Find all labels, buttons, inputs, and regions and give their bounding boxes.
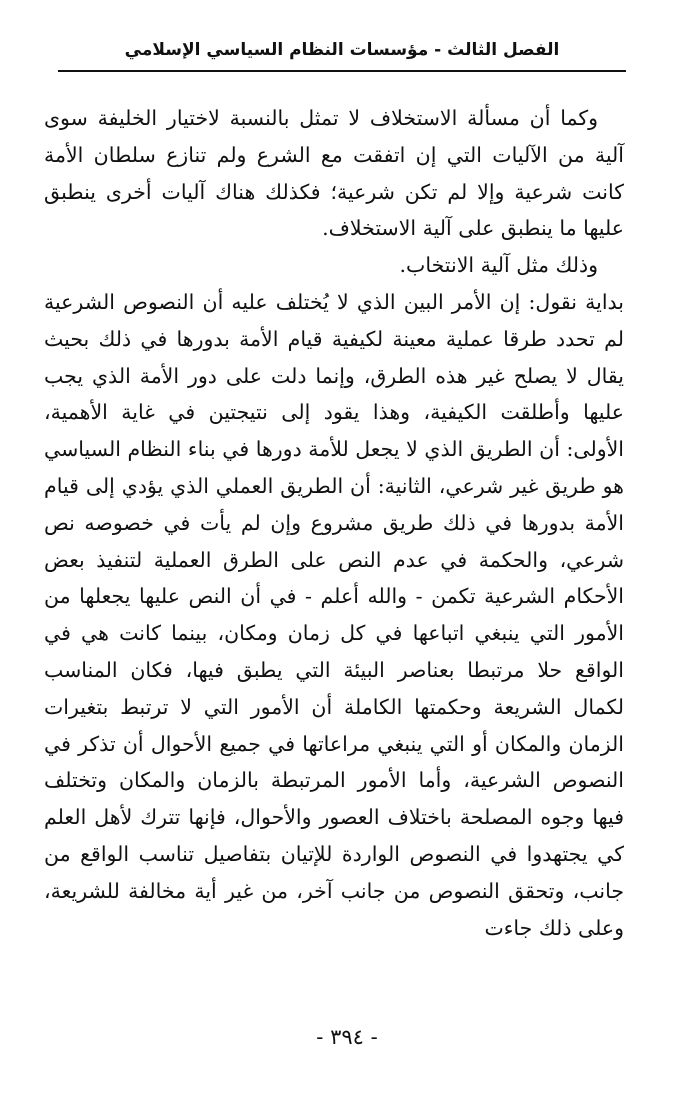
body-text [44,100,624,946]
running-header: الفصل الثالث - مؤسسات النظام السياسي الإسلامي [124,40,560,60]
header-divider [58,70,626,72]
page-number: - ٣٩٤ - [316,1025,378,1049]
paragraph: بداية نقول: إن الأمر البين الذي لا يُختلف عليه أن النصوص الشرعية لم تحدد طرقا عملية معينة لكيفية قيام الأمة بدورها في ذلك بحيث يقال لا يصلح غير هذه الطرق، وإنما دلت على دور الأمة الذي يجب عليها وأطلقت الكيفية، وهذا يقود إلى نتيجتين في غاية الأهمية، الأولى: أن الطريق الذي لا يجعل للأمة دورها في بناء النظام السياسي هو طريق غير شرعي، الثانية: أن الطريق العملي الذي يؤدي إلى قيام الأمة بدورها في ذلك طريق مشروع وإن لم يأت في خصوصه نص شرعي، والحكمة في عدم النص على الطرق العملية لتنفيذ بعض الأحكام الشرعية تكمن - والله أعلم - في أن النص عليها يجعلها من الأمور التي ينبغي اتباعها في كل زمان ومكان، بينما كانت هي في الواقع حلا مرتبطا بعناصر البيئة التي يطبق فيها، فكان المناسب لكمال الشريعة وحكمتها الكاملة أن الأمور التي لا ترتبط بتغيرات الزمان والمكان أو التي ينبغي مراعاتها في جميع الأحوال أن تذكر في النصوص الشرعية، وأما الأمور المرتبطة بالزمان والمكان وتختلف فيها وجوه المصلحة باختلاف العصور والأحوال، فإنها تترك لأهل العلم كي يجتهدوا في النصوص الواردة للإتيان بتفاصيل تناسب الواقع من جانب، وتحقق النصوص من جانب آخر، من غير أية مخالفة للشريعة، وعلى ذلك جاءت [44,289,624,940]
paragraph: وذلك مثل آلية الانتخاب. [399,253,598,278]
paragraph: وكما أن مسألة الاستخلاف لا تمثل بالنسبة لاختيار الخليفة سوى آلية من الآليات التي إن اتفقت مع الشرع ولم تنازع سلطان الأمة كانت شرعية وإلا لم تكن شرعية؛ فكذلك هناك آليات أخرى ينطبق عليها ما ينطبق على آلية الاستخلاف. [44,106,624,241]
